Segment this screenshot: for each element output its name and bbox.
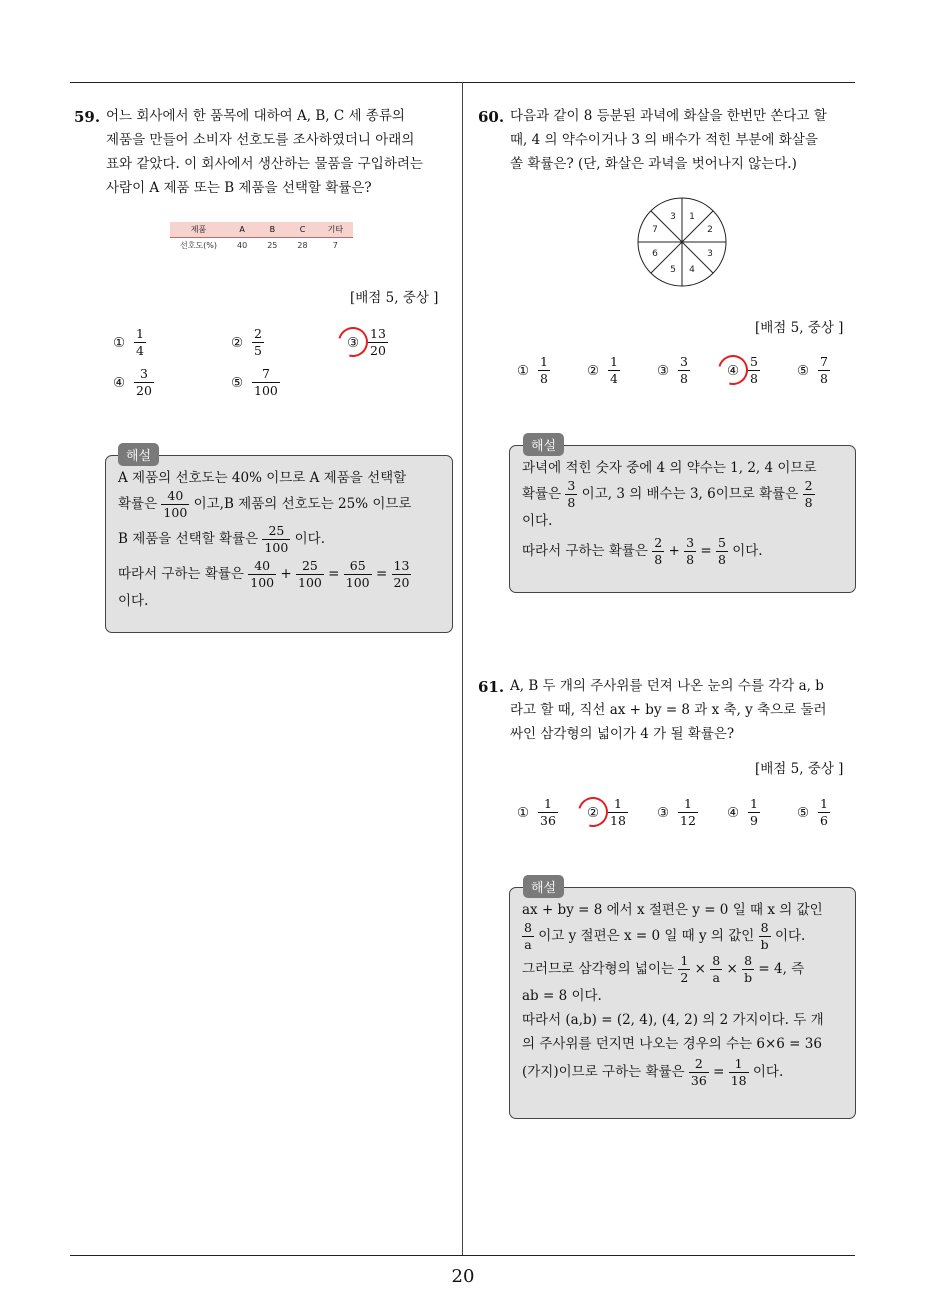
table-header: B [257,222,287,238]
score-label: [배점 5, 중상 ] [755,761,844,777]
choice-3-selected[interactable] [344,328,388,357]
choice-mark: ⑤ [796,804,810,821]
table-header: C [287,222,317,238]
choice-1[interactable] [514,356,550,385]
choice-3[interactable] [654,356,690,385]
target-label: 3 [670,212,676,222]
choice-fraction: $\frac{1}{18}$ [610,796,626,828]
problem-text [106,104,456,200]
fraction: $\frac{2}{8}$ [804,478,813,510]
fraction: $\frac{13}{20}$ [393,558,410,590]
text-line: A, B 두 개의 주사위를 던져 나온 눈의 수를 각각 a, b [510,678,824,694]
fraction: $\frac{25}{100}$ [264,523,289,555]
choice-2-selected[interactable] [584,798,628,827]
choice-fraction: $\frac{1}{12}$ [680,796,696,828]
score-label: [배점 5, 중상 ] [755,320,844,336]
problem-number: 60. [478,108,505,126]
text-line: 싸인 삼각형의 넓이가 4 가 될 확률은? [510,726,735,742]
fraction: $\frac{2}{8}$ [654,535,663,567]
bottom-rule [70,1255,855,1256]
choice-fraction: $\frac{7}{100}$ [254,366,278,398]
choice-mark: ③ [656,362,670,379]
problem-number: 59. [74,108,101,126]
choice-5[interactable] [794,798,830,827]
choice-fraction: $\frac{5}{8}$ [750,354,758,386]
solution-line: ab = 8 이다. [522,988,602,1004]
solution-tag: 해설 [523,875,564,898]
solution-line: 이다. [118,593,149,609]
solution-line: (가지)이므로 구하는 확률은 $\frac{2}{36}$ = $\frac{1}{18}$ 이다. [522,1056,784,1088]
choice-fraction: $\frac{2}{5}$ [254,326,262,358]
solution-line: 따라서 구하는 확률은 $\frac{40}{100}$ + $\frac{25}{100}$ = $\frac{65}{100}$ = $\frac{13}{20}$ [118,558,410,590]
preference-table [170,222,353,253]
solution-tag: 해설 [523,433,564,456]
table-cell: 7 [332,241,338,250]
solution-line: 따라서 구하는 확률은 $\frac{2}{8}$ + $\frac{3}{8}$ = $\frac{5}{8}$ 이다. [522,535,763,567]
fraction: $\frac{40}{100}$ [163,488,188,520]
fraction: $\frac{2}{36}$ [690,1056,707,1088]
fraction: $\frac{25}{100}$ [298,558,322,590]
choice-5[interactable] [794,356,830,385]
choice-4-selected[interactable] [724,356,760,385]
solution-line: 과녁에 적힌 숫자 중에 4 의 약수는 1, 2, 4 이므로 [522,460,817,476]
text-line: 쏠 확률은? (단, 화살은 과녁을 벗어나지 않는다.) [510,156,797,172]
text-line: 제품을 만들어 소비자 선호도를 조사하였더니 아래의 [106,132,415,148]
text-line: 다음과 같이 8 등분된 과녁에 화살을 한번만 쏜다고 할 [510,108,827,124]
choice-mark: ④ [724,363,742,379]
fraction: $\frac{1}{18}$ [730,1056,747,1088]
target-label: 7 [652,225,658,235]
choice-fraction: $\frac{3}{8}$ [680,354,688,386]
table-cell: 선호도(%) [180,241,218,250]
fraction: $\frac{3}{8}$ [567,478,576,510]
choice-mark: ④ [726,804,740,821]
fraction: $\frac{8}{a}$ [524,920,532,952]
table-header: 기타 [318,222,353,238]
choice-mark: ① [516,362,530,379]
solution-line: ax + by = 8 에서 x 절편은 y = 0 일 때 x 의 값인 [522,902,823,918]
solution-line: 이다. [522,513,553,529]
text-line: 라고 할 때, 직선 ax + by = 8 과 x 축, y 축으로 둘러 [510,702,827,718]
solution-line: 의 주사위를 던지면 나오는 경우의 수는 6×6 = 36 [522,1036,822,1052]
solution-line: 확률은 $\frac{3}{8}$ 이고, 3 의 배수는 3, 6이므로 확률은 $\frac{2}{8}$ [522,478,813,510]
choice-mark: ② [586,362,600,379]
choice-mark: ③ [344,335,362,351]
target-label: 2 [707,225,713,235]
choice-fraction: $\frac{13}{20}$ [370,326,386,358]
target-label: 4 [689,265,695,275]
target-label: 5 [670,265,676,275]
table-header: A [227,222,257,238]
table-header-row [170,222,353,238]
solution-box [105,455,453,633]
choice-mark: ② [584,805,602,821]
target-label: 1 [689,212,695,222]
solution-tag: 해설 [118,443,159,466]
choice-fraction: $\frac{3}{20}$ [136,366,152,398]
column-divider [462,82,463,1256]
choice-2[interactable] [584,356,620,385]
choice-fraction: $\frac{1}{4}$ [610,354,618,386]
choice-fraction: $\frac{1}{6}$ [820,796,828,828]
solution-line: 확률은 $\frac{40}{100}$ 이고,B 제품의 선호도는 25% 이므로 [118,488,412,520]
solution-line: $\frac{8}{a}$ 이고 y 절편은 x = 0 일 때 y 의 값인 $\frac{8}{b}$ 이다. [524,920,806,952]
problem-text [510,104,860,176]
choice-4[interactable] [110,368,154,397]
choice-1[interactable] [110,328,146,357]
fraction: $\frac{8}{b}$ [760,920,769,952]
fraction: $\frac{65}{100}$ [345,558,370,590]
choice-1[interactable] [514,798,558,827]
choice-fraction: $\frac{1}{9}$ [750,796,758,828]
solution-box [509,887,856,1119]
choice-mark: ① [516,804,530,821]
fraction: $\frac{8}{a}$ [712,953,721,985]
fraction: $\frac{3}{8}$ [686,535,695,567]
solution-box [509,445,856,593]
choice-fraction: $\frac{1}{36}$ [540,796,556,828]
fraction: $\frac{8}{b}$ [744,953,753,985]
choice-fraction: $\frac{1}{8}$ [540,354,548,386]
score-label: [배점 5, 중상 ] [350,290,439,306]
choice-2[interactable] [228,328,264,357]
target-diagram [636,196,728,288]
target-label: 6 [652,249,658,259]
choice-mark: ④ [112,374,126,391]
text-line: 어느 회사에서 한 품목에 대하여 A, B, C 세 종류의 [106,108,405,124]
text-line: 사람이 A 제품 또는 B 제품을 선택할 확률은? [106,180,372,196]
table-cell: 40 [237,241,248,250]
problem-number: 61. [478,678,505,696]
solution-line: A 제품의 선호도는 40% 이므로 A 제품을 선택할 [118,470,407,486]
fraction: $\frac{5}{8}$ [717,535,726,567]
choice-mark: ⑤ [796,362,810,379]
choice-mark: ③ [656,804,670,821]
problem-text [510,674,860,746]
solution-line: 그러므로 삼각형의 넓이는 $\frac{1}{2}$ × $\frac{8}{a}$ × $\frac{8}{b}$ = 4, 즉 [522,953,805,985]
choice-mark: ⑤ [230,374,244,391]
choice-4[interactable] [724,798,760,827]
table-cell: 25 [267,241,278,250]
choice-fraction: $\frac{1}{4}$ [136,326,144,358]
solution-line: B 제품을 선택할 확률은 $\frac{25}{100}$ 이다. [118,523,325,555]
target-label: 3 [707,249,713,259]
choice-3[interactable] [654,798,698,827]
choice-mark: ① [112,334,126,351]
table-row [170,238,353,254]
choice-5[interactable] [228,368,280,397]
text-line: 표와 같았다. 이 회사에서 생산하는 물품을 구입하려는 [106,156,423,172]
table-header: 제품 [170,222,227,238]
table-cell: 28 [297,241,308,250]
page-number: 20 [451,1266,475,1287]
fraction: $\frac{40}{100}$ [250,558,275,590]
solution-line: 따라서 (a,b) = (2, 4), (4, 2) 의 2 가지이다. 두 개 [522,1012,824,1028]
text-line: 때, 4 의 약수이거나 3 의 배수가 적힌 부분에 화살을 [510,132,818,148]
choice-mark: ② [230,334,244,351]
fraction: $\frac{1}{2}$ [680,953,689,985]
choice-fraction: $\frac{7}{8}$ [820,354,828,386]
